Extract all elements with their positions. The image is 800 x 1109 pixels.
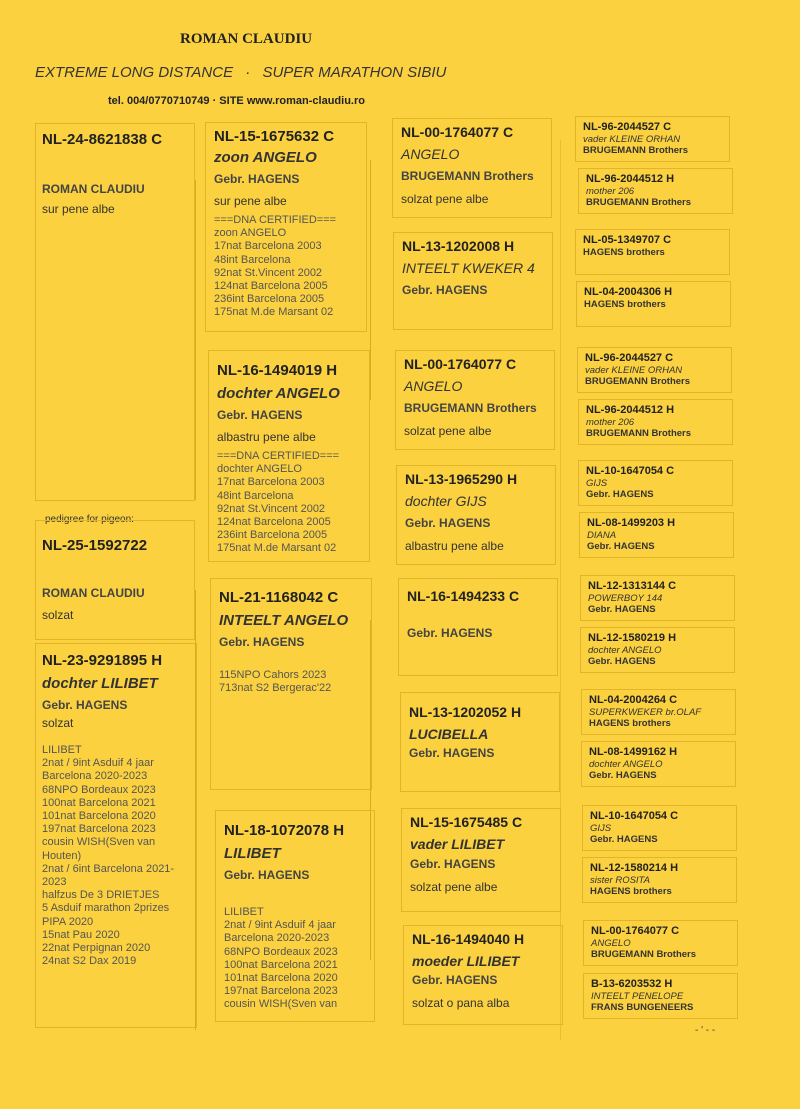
great-grandparent-card[interactable] [578, 168, 733, 214]
note: cousin WISH(Sven van [224, 998, 338, 1011]
note: 175nat M.de Marsant 02 [214, 306, 334, 319]
ggp-breeder: HAGENS brothers [589, 718, 671, 729]
note: ===DNA CERTIFIED=== [214, 214, 337, 226]
great-grandparent-card[interactable] [582, 805, 737, 851]
ggp-breeder: BRUGEMANN Brothers [591, 949, 697, 960]
dam-notes [42, 744, 190, 968]
note: dochter ANGELO [217, 463, 302, 476]
subject-breeder: ROMAN CLAUDIU [42, 586, 145, 600]
ggp-ring: NL-04-2004264 C [589, 694, 678, 706]
parent-name: zoon ANGELO [214, 149, 317, 166]
note: 124nat Barcelona 2005 [214, 280, 328, 293]
connector [195, 180, 196, 500]
ggp-ring: NL-96-2044512 H [586, 404, 675, 416]
ggp-breeder: Gebr. HAGENS [590, 834, 658, 845]
subject-color: solzat [42, 608, 74, 622]
note: 236int Barcelona 2005 [217, 529, 328, 542]
gp-name: moeder LILIBET [412, 953, 520, 969]
gp-name: vader LILIBET [410, 836, 505, 852]
parent-ring: NL-16-1494019 H [217, 362, 338, 379]
ggp-name: GIJS [590, 823, 612, 834]
ggp-name: vader KLEINE ORHAN [583, 134, 681, 145]
great-grandparent-card[interactable] [580, 627, 735, 673]
grandparent-card[interactable] [401, 808, 561, 912]
note: 22nat Perpignan 2020 [42, 942, 151, 955]
parent-color: albastru pene albe [217, 430, 316, 444]
note: 100nat Barcelona 2021 [224, 958, 338, 971]
note: zoon ANGELO [214, 227, 287, 240]
great-grandparent-card[interactable] [578, 399, 733, 445]
ggp-ring: NL-12-1313144 C [588, 580, 677, 592]
parent-notes [219, 669, 363, 695]
grandparent-card[interactable] [395, 350, 555, 450]
note: LILIBET [224, 906, 264, 918]
great-grandparent-card[interactable] [576, 281, 731, 327]
ggp-name: dochter ANGELO [589, 759, 663, 770]
sire-color: sur pene albe [42, 202, 115, 216]
subject-ring: NL-25-1592722 [42, 537, 148, 554]
gp-ring: NL-15-1675485 C [410, 814, 523, 830]
ggp-ring: NL-96-2044527 C [583, 121, 672, 133]
note: 124nat Barcelona 2005 [217, 516, 331, 529]
gp-breeder: BRUGEMANN Brothers [404, 401, 537, 415]
grandparent-card[interactable] [403, 925, 563, 1025]
ggp-name: mother 206 [586, 186, 635, 197]
note: 100nat Barcelona 2021 [42, 796, 156, 809]
ggp-breeder: BRUGEMANN Brothers [583, 145, 689, 156]
parent-card[interactable] [208, 350, 370, 562]
ggp-ring: NL-12-1580214 H [590, 862, 679, 874]
ggp-ring: NL-10-1647054 C [590, 810, 679, 822]
grandparent-card[interactable] [393, 232, 553, 330]
note: 713nat S2 Bergerac'22 [219, 682, 332, 695]
note: 17nat Barcelona 2003 [217, 476, 325, 489]
ggp-name: mother 206 [586, 417, 635, 428]
ggp-breeder: BRUGEMANN Brothers [586, 428, 692, 439]
note: cousin WISH(Sven van [42, 836, 156, 849]
ggp-name: SUPERKWEKER br.OLAF [589, 707, 702, 718]
great-grandparent-card[interactable] [578, 460, 733, 506]
grandparent-card[interactable] [396, 465, 556, 565]
sire-breeder: ROMAN CLAUDIU [42, 182, 145, 196]
note: 5 Asduif marathon 2prizes [42, 902, 170, 915]
gp-name: dochter GIJS [405, 493, 487, 509]
sire-card[interactable] [35, 123, 195, 501]
note: 2nat / 6int Barcelona 2021- [42, 862, 175, 875]
gp-color: solzat pene albe [401, 192, 489, 206]
dam-name: dochter LILIBET [42, 675, 158, 692]
ggp-breeder: Gebr. HAGENS [588, 604, 656, 615]
ggp-breeder: BRUGEMANN Brothers [586, 197, 692, 208]
subject-card[interactable] [35, 520, 195, 640]
note: 197nat Barcelona 2023 [224, 985, 338, 998]
ggp-ring: NL-96-2044527 C [585, 352, 674, 364]
ggp-name: vader KLEINE ORHAN [585, 365, 683, 376]
grandparent-card[interactable] [392, 118, 552, 218]
note: 2nat / 9int Asduif 4 jaar [42, 757, 154, 770]
ggp-breeder: HAGENS brothers [584, 299, 666, 310]
ggp-name: POWERBOY 144 [588, 593, 663, 604]
gp-name: ANGELO [401, 146, 460, 162]
great-grandparent-card[interactable] [582, 857, 737, 903]
note: 17nat Barcelona 2003 [214, 240, 322, 253]
gp-color: solzat o pana alba [412, 996, 510, 1010]
ggp-name: ANGELO [591, 938, 631, 949]
subtitle-separator: · [245, 64, 251, 81]
note: 92nat St.Vincent 2002 [214, 266, 323, 279]
gp-name: INTEELT KWEKER 4 [402, 260, 535, 276]
gp-breeder: BRUGEMANN Brothers [401, 169, 534, 183]
note: halfzus De 3 DRIETJES [42, 889, 160, 902]
gp-breeder: Gebr. HAGENS [412, 973, 498, 987]
note: PIPA 2020 [42, 915, 94, 928]
ggp-ring: NL-96-2044512 H [586, 173, 675, 185]
note: 15nat Pau 2020 [42, 928, 120, 941]
great-grandparent-card[interactable] [575, 116, 730, 162]
ggp-ring: NL-04-2004306 H [584, 286, 673, 298]
ggp-name: dochter ANGELO [588, 645, 662, 656]
ggp-name: GIJS [586, 478, 608, 489]
note: 24nat S2 Dax 2019 [42, 955, 137, 968]
gp-ring: NL-13-1202052 H [409, 704, 522, 720]
parent-breeder: Gebr. HAGENS [217, 408, 303, 422]
ggp-breeder: HAGENS brothers [590, 886, 672, 897]
gp-ring: NL-13-1965290 H [405, 471, 518, 487]
grandparent-card[interactable] [398, 578, 558, 676]
ggp-breeder: Gebr. HAGENS [586, 489, 654, 500]
gp-color: solzat pene albe [404, 424, 492, 438]
page-title: ROMAN CLAUDIU [180, 31, 313, 47]
note: 48int Barcelona [217, 489, 294, 502]
contact-line: tel. 004/0770710749 · SITE www.roman-claudiu.ro [108, 95, 365, 107]
gp-name: ANGELO [404, 378, 463, 394]
gp-ring: NL-16-1494040 H [412, 931, 525, 947]
gp-breeder: Gebr. HAGENS [407, 626, 493, 640]
note: 101nat Barcelona 2020 [42, 810, 156, 823]
note: 92nat St.Vincent 2002 [217, 502, 326, 515]
parent-card[interactable] [205, 122, 367, 332]
footer-mark: - ' - - [695, 1025, 716, 1036]
great-grandparent-card[interactable] [583, 920, 738, 966]
ggp-breeder: Gebr. HAGENS [588, 656, 656, 667]
note: 48int Barcelona [214, 253, 291, 266]
parent-breeder: Gebr. HAGENS [214, 172, 300, 186]
gp-color: albastru pene albe [405, 539, 504, 553]
ggp-ring: NL-08-1499162 H [589, 746, 678, 758]
gp-color: solzat pene albe [410, 880, 498, 894]
ggp-name: DIANA [587, 530, 617, 541]
ggp-ring: B-13-6203532 H [591, 978, 673, 990]
great-grandparent-card[interactable] [575, 229, 730, 275]
dam-ring: NL-23-9291895 H [42, 652, 163, 669]
parent-breeder: Gebr. HAGENS [224, 868, 310, 882]
parent-notes [217, 450, 361, 556]
subject-caption: pedigree for pigeon: [45, 514, 134, 525]
ggp-breeder: Gebr. HAGENS [587, 541, 655, 552]
gp-breeder: Gebr. HAGENS [409, 746, 495, 760]
ggp-breeder: Gebr. HAGENS [589, 770, 657, 781]
grandparent-card[interactable] [400, 692, 560, 792]
subtitle [35, 64, 446, 81]
subtitle-left: EXTREME LONG DISTANCE [35, 64, 234, 81]
dam-breeder: Gebr. HAGENS [42, 698, 128, 712]
parent-ring: NL-21-1168042 C [219, 589, 339, 606]
great-grandparent-card[interactable] [580, 575, 735, 621]
gp-ring: NL-13-1202008 H [402, 238, 515, 254]
gp-breeder: Gebr. HAGENS [410, 857, 496, 871]
connector [370, 160, 371, 400]
parent-notes [224, 906, 366, 1012]
parent-ring: NL-15-1675632 C [214, 128, 335, 145]
dam-color: solzat [42, 716, 74, 730]
ggp-name: INTEELT PENELOPE [591, 991, 684, 1002]
subtitle-right: SUPER MARATHON SIBIU [262, 64, 447, 81]
note: 236int Barcelona 2005 [214, 293, 325, 306]
ggp-ring: NL-00-1764077 C [591, 925, 680, 937]
gp-breeder: Gebr. HAGENS [405, 516, 491, 530]
gp-ring: NL-00-1764077 C [401, 124, 514, 140]
note: Houten) [42, 849, 82, 862]
parent-name: dochter ANGELO [217, 385, 340, 402]
parent-name: INTEELT ANGELO [219, 612, 349, 629]
ggp-breeder: FRANS BUNGENEERS [591, 1002, 694, 1013]
dam-card[interactable] [35, 643, 197, 1028]
parent-card[interactable] [210, 578, 372, 790]
parent-notes [214, 214, 358, 320]
ggp-ring: NL-08-1499203 H [587, 517, 676, 529]
gp-ring: NL-16-1494233 C [407, 588, 520, 604]
great-grandparent-card[interactable] [577, 347, 732, 393]
sire-ring: NL-24-8621838 C [42, 131, 163, 148]
ggp-ring: NL-12-1580219 H [588, 632, 677, 644]
great-grandparent-card[interactable] [581, 741, 736, 787]
note: 68NPO Bordeaux 2023 [42, 783, 156, 796]
gp-name: LUCIBELLA [409, 726, 489, 742]
note: 2nat / 9int Asduif 4 jaar [224, 919, 336, 932]
ggp-breeder: BRUGEMANN Brothers [585, 376, 691, 387]
parent-name: LILIBET [224, 845, 281, 862]
ggp-name: sister ROSITA [590, 875, 650, 886]
great-grandparent-card[interactable] [583, 973, 738, 1019]
parent-ring: NL-18-1072078 H [224, 822, 345, 839]
ggp-ring: NL-10-1647054 C [586, 465, 675, 477]
note: 115NPO Cahors 2023 [219, 669, 327, 681]
note: 2023 [42, 876, 67, 889]
ggp-breeder: HAGENS brothers [583, 247, 665, 258]
note: 101nat Barcelona 2020 [224, 972, 338, 985]
parent-card[interactable] [215, 810, 375, 1022]
parent-breeder: Gebr. HAGENS [219, 635, 305, 649]
note: Barcelona 2020-2023 [224, 932, 330, 945]
great-grandparent-card[interactable] [581, 689, 736, 735]
ggp-ring: NL-05-1349707 C [583, 234, 672, 246]
note: LILIBET [42, 744, 82, 756]
gp-ring: NL-00-1764077 C [404, 356, 517, 372]
note: ===DNA CERTIFIED=== [217, 450, 340, 462]
great-grandparent-card[interactable] [579, 512, 734, 558]
note: Barcelona 2020-2023 [42, 770, 148, 783]
note: 175nat M.de Marsant 02 [217, 542, 337, 555]
note: 197nat Barcelona 2023 [42, 823, 156, 836]
note: 68NPO Bordeaux 2023 [224, 945, 338, 958]
gp-breeder: Gebr. HAGENS [402, 283, 488, 297]
parent-color: sur pene albe [214, 194, 287, 208]
